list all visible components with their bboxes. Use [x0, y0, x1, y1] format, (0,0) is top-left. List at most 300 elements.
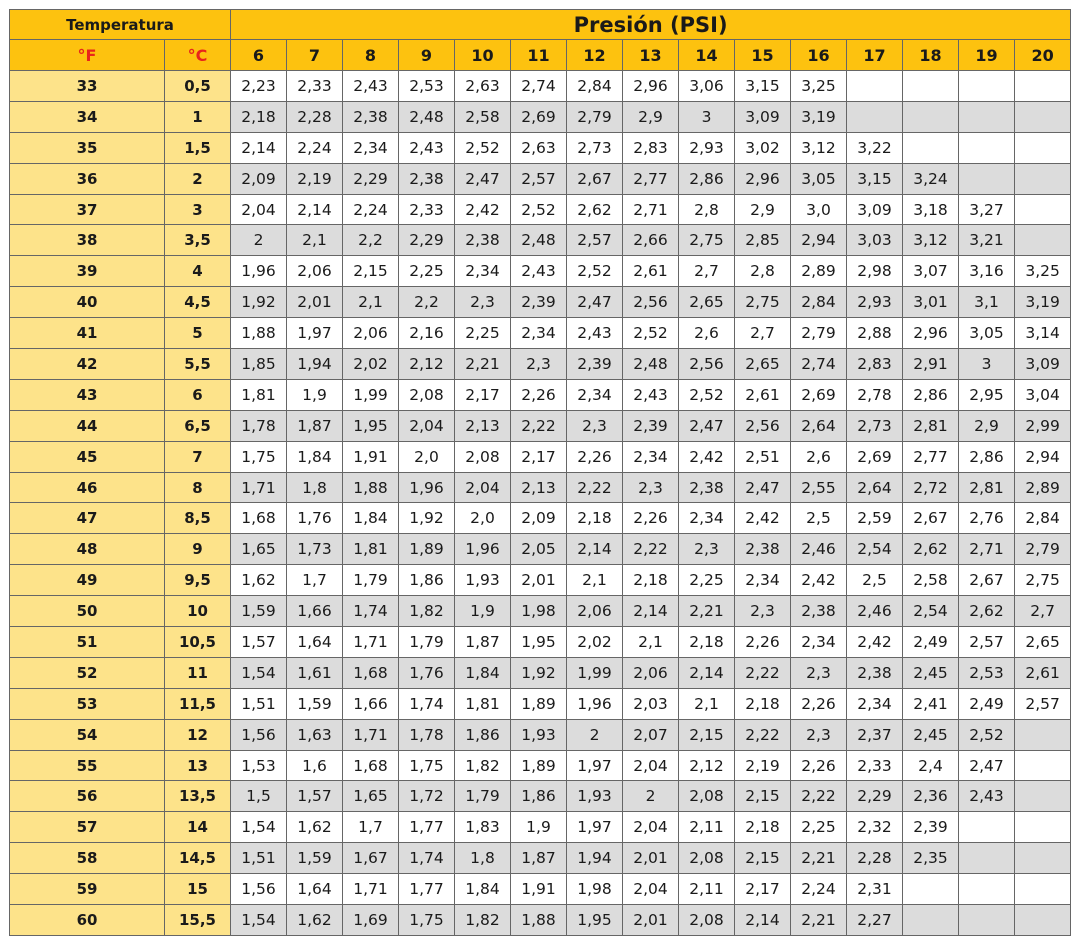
pressure-value-cell: 2,43	[959, 781, 1015, 812]
pressure-value-cell: 3,05	[791, 163, 847, 194]
fahrenheit-cell: 39	[10, 256, 165, 287]
pressure-column-header: 14	[679, 40, 735, 71]
pressure-value-cell: 1,83	[455, 812, 511, 843]
fahrenheit-cell: 44	[10, 410, 165, 441]
pressure-value-cell: 2,71	[623, 194, 679, 225]
pressure-value-cell: 2,19	[735, 750, 791, 781]
pressure-value-cell: 2,79	[1015, 534, 1071, 565]
pressure-value-cell	[1015, 905, 1071, 936]
fahrenheit-cell: 53	[10, 688, 165, 719]
pressure-value-cell: 2,07	[623, 719, 679, 750]
fahrenheit-cell: 60	[10, 905, 165, 936]
fahrenheit-cell: 55	[10, 750, 165, 781]
pressure-value-cell: 2,14	[567, 534, 623, 565]
pressure-value-cell	[1015, 71, 1071, 102]
table-row	[10, 719, 1071, 750]
column-header-row	[10, 40, 1071, 71]
pressure-value-cell: 2,34	[847, 688, 903, 719]
pressure-value-cell: 1,67	[343, 843, 399, 874]
pressure-value-cell: 1,94	[287, 349, 343, 380]
pressure-column-header: 7	[287, 40, 343, 71]
pressure-value-cell: 2,21	[791, 843, 847, 874]
pressure-value-cell: 1,56	[231, 719, 287, 750]
pressure-value-cell	[903, 71, 959, 102]
pressure-value-cell: 2,96	[735, 163, 791, 194]
celsius-cell: 2	[165, 163, 231, 194]
pressure-value-cell: 3,05	[959, 318, 1015, 349]
pressure-value-cell: 2,47	[735, 472, 791, 503]
pressure-value-cell: 1,64	[287, 627, 343, 658]
pressure-value-cell	[847, 101, 903, 132]
pressure-value-cell	[959, 812, 1015, 843]
pressure-value-cell: 2,69	[791, 379, 847, 410]
pressure-value-cell: 2,22	[735, 719, 791, 750]
pressure-value-cell: 2,48	[399, 101, 455, 132]
table-row	[10, 843, 1071, 874]
pressure-value-cell: 2,94	[1015, 441, 1071, 472]
pressure-value-cell: 1,95	[567, 905, 623, 936]
pressure-column-header: 9	[399, 40, 455, 71]
pressure-column-header: 15	[735, 40, 791, 71]
pressure-value-cell: 1,75	[231, 441, 287, 472]
pressure-value-cell: 2,25	[455, 318, 511, 349]
pressure-value-cell: 1,96	[231, 256, 287, 287]
pressure-value-cell: 1,97	[287, 318, 343, 349]
pressure-value-cell: 2,3	[791, 657, 847, 688]
pressure-value-cell: 2,21	[679, 596, 735, 627]
pressure-value-cell: 2,26	[567, 441, 623, 472]
table-row	[10, 657, 1071, 688]
pressure-value-cell: 1,75	[399, 750, 455, 781]
pressure-column-header: 10	[455, 40, 511, 71]
pressure-value-cell: 2,65	[735, 349, 791, 380]
pressure-value-cell: 2,48	[623, 349, 679, 380]
celsius-cell: 10	[165, 596, 231, 627]
pressure-value-cell: 2,34	[623, 441, 679, 472]
pressure-value-cell: 1,73	[287, 534, 343, 565]
pressure-value-cell: 2,61	[623, 256, 679, 287]
fahrenheit-cell: 57	[10, 812, 165, 843]
pressure-value-cell: 1,88	[511, 905, 567, 936]
pressure-value-cell: 2,84	[791, 287, 847, 318]
pressure-value-cell: 2,01	[623, 905, 679, 936]
pressure-value-cell	[959, 843, 1015, 874]
pressure-value-cell: 3,27	[959, 194, 1015, 225]
pressure-value-cell: 1,81	[455, 688, 511, 719]
pressure-value-cell: 2,45	[903, 657, 959, 688]
pressure-value-cell: 1,81	[231, 379, 287, 410]
pressure-value-cell: 2,98	[847, 256, 903, 287]
table-row	[10, 905, 1071, 936]
pressure-value-cell: 2,62	[959, 596, 1015, 627]
pressure-value-cell: 2,42	[735, 503, 791, 534]
pressure-value-cell: 1,84	[455, 657, 511, 688]
pressure-column-header: 19	[959, 40, 1015, 71]
pressure-value-cell	[1015, 812, 1071, 843]
pressure-value-cell: 1,74	[399, 843, 455, 874]
pressure-value-cell: 2,76	[959, 503, 1015, 534]
pressure-value-cell	[903, 905, 959, 936]
pressure-value-cell: 1,61	[287, 657, 343, 688]
pressure-value-cell: 2,52	[567, 256, 623, 287]
pressure-value-cell: 1,85	[231, 349, 287, 380]
pressure-value-cell: 2,14	[623, 596, 679, 627]
pressure-value-cell: 1,66	[343, 688, 399, 719]
pressure-value-cell: 2,47	[959, 750, 1015, 781]
pressure-value-cell: 2,77	[903, 441, 959, 472]
pressure-value-cell: 2,66	[623, 225, 679, 256]
pressure-value-cell: 2,33	[399, 194, 455, 225]
pressure-value-cell: 2,57	[567, 225, 623, 256]
pressure-value-cell	[1015, 101, 1071, 132]
pressure-value-cell: 1,68	[343, 657, 399, 688]
pressure-value-cell: 2,69	[511, 101, 567, 132]
table-row	[10, 565, 1071, 596]
pressure-value-cell: 1,84	[287, 441, 343, 472]
pressure-value-cell: 2,34	[735, 565, 791, 596]
celsius-cell: 15,5	[165, 905, 231, 936]
pressure-value-cell: 3,18	[903, 194, 959, 225]
fahrenheit-cell: 49	[10, 565, 165, 596]
celsius-cell: 13	[165, 750, 231, 781]
pressure-value-cell	[903, 874, 959, 905]
pressure-value-cell: 1,64	[287, 874, 343, 905]
pressure-value-cell: 3,09	[847, 194, 903, 225]
pressure-value-cell: 2,84	[1015, 503, 1071, 534]
pressure-value-cell: 1,92	[399, 503, 455, 534]
fahrenheit-cell: 56	[10, 781, 165, 812]
pressure-value-cell: 2,14	[679, 657, 735, 688]
pressure-value-cell: 2,18	[567, 503, 623, 534]
fahrenheit-cell: 40	[10, 287, 165, 318]
pressure-value-cell: 1,93	[511, 719, 567, 750]
pressure-value-cell: 1,8	[455, 843, 511, 874]
pressure-value-cell: 2,43	[623, 379, 679, 410]
pressure-value-cell: 2,7	[679, 256, 735, 287]
pressure-value-cell: 1,84	[455, 874, 511, 905]
pressure-value-cell: 2,75	[679, 225, 735, 256]
pressure-value-cell: 2,12	[679, 750, 735, 781]
pressure-value-cell: 1,75	[399, 905, 455, 936]
table-row	[10, 194, 1071, 225]
fahrenheit-cell: 34	[10, 101, 165, 132]
pressure-value-cell: 1,74	[343, 596, 399, 627]
pressure-value-cell	[1015, 750, 1071, 781]
pressure-value-cell: 2,67	[567, 163, 623, 194]
pressure-value-cell: 1,51	[231, 688, 287, 719]
pressure-value-cell: 2,6	[679, 318, 735, 349]
pressure-value-cell: 1,98	[567, 874, 623, 905]
celsius-cell: 14,5	[165, 843, 231, 874]
pressure-value-cell	[1015, 843, 1071, 874]
pressure-value-cell: 2,27	[847, 905, 903, 936]
pressure-value-cell	[959, 874, 1015, 905]
pressure-value-cell: 2,85	[735, 225, 791, 256]
pressure-value-cell: 2,14	[735, 905, 791, 936]
celsius-cell: 13,5	[165, 781, 231, 812]
pressure-value-cell: 2,6	[791, 441, 847, 472]
pressure-value-cell: 3	[959, 349, 1015, 380]
pressure-value-cell: 2,91	[903, 349, 959, 380]
pressure-value-cell: 2,67	[959, 565, 1015, 596]
pressure-value-cell: 2,02	[567, 627, 623, 658]
pressure-value-cell: 2,75	[1015, 565, 1071, 596]
pressure-value-cell: 1,9	[511, 812, 567, 843]
pressure-value-cell: 1,71	[343, 627, 399, 658]
pressure-value-cell: 3,01	[903, 287, 959, 318]
pressure-value-cell: 2,1	[623, 627, 679, 658]
pressure-value-cell: 1,5	[231, 781, 287, 812]
pressure-value-cell: 2,41	[903, 688, 959, 719]
pressure-value-cell: 1,99	[343, 379, 399, 410]
pressure-value-cell: 1,68	[343, 750, 399, 781]
table-row	[10, 256, 1071, 287]
celsius-cell: 6,5	[165, 410, 231, 441]
pressure-value-cell: 2,26	[791, 688, 847, 719]
pressure-value-cell: 2,01	[511, 565, 567, 596]
pressure-value-cell: 2,43	[343, 71, 399, 102]
pressure-value-cell: 1,95	[343, 410, 399, 441]
pressure-value-cell: 3,25	[1015, 256, 1071, 287]
pressure-value-cell: 1,54	[231, 905, 287, 936]
pressure-value-cell: 2,11	[679, 874, 735, 905]
pressure-value-cell	[1015, 163, 1071, 194]
pressure-value-cell: 2,17	[511, 441, 567, 472]
pressure-value-cell: 2,58	[903, 565, 959, 596]
pressure-value-cell: 2,8	[679, 194, 735, 225]
pressure-value-cell: 2,0	[455, 503, 511, 534]
celsius-cell: 15	[165, 874, 231, 905]
celsius-cell: 4	[165, 256, 231, 287]
pressure-value-cell: 1,89	[511, 750, 567, 781]
pressure-value-cell: 2,19	[287, 163, 343, 194]
pressure-value-cell: 1,79	[455, 781, 511, 812]
table-row	[10, 688, 1071, 719]
pressure-value-cell: 2,18	[735, 688, 791, 719]
pressure-value-cell: 2,89	[1015, 472, 1071, 503]
pressure-value-cell: 2,9	[623, 101, 679, 132]
pressure-value-cell: 2,56	[735, 410, 791, 441]
pressure-value-cell: 3,15	[735, 71, 791, 102]
table-row	[10, 750, 1071, 781]
pressure-value-cell: 2,12	[399, 349, 455, 380]
pressure-value-cell: 2,06	[343, 318, 399, 349]
pressure-value-cell: 2,28	[287, 101, 343, 132]
pressure-value-cell: 2,64	[847, 472, 903, 503]
pressure-value-cell: 2,59	[847, 503, 903, 534]
pressure-value-cell: 2,0	[399, 441, 455, 472]
fahrenheit-cell: 52	[10, 657, 165, 688]
pressure-value-cell: 2,43	[511, 256, 567, 287]
pressure-column-header: 12	[567, 40, 623, 71]
pressure-value-cell: 1,51	[231, 843, 287, 874]
fahrenheit-cell: 35	[10, 132, 165, 163]
pressure-value-cell: 2,3	[735, 596, 791, 627]
pressure-value-cell: 2,88	[847, 318, 903, 349]
pressure-value-cell	[959, 101, 1015, 132]
table-row	[10, 627, 1071, 658]
pressure-value-cell: 2	[623, 781, 679, 812]
pressure-value-cell: 2,63	[511, 132, 567, 163]
pressure-value-cell: 2,08	[455, 441, 511, 472]
pressure-value-cell: 1,92	[231, 287, 287, 318]
table-row	[10, 318, 1071, 349]
pressure-value-cell: 3,06	[679, 71, 735, 102]
pressure-value-cell: 1,62	[231, 565, 287, 596]
pressure-value-cell: 2,21	[455, 349, 511, 380]
fahrenheit-cell: 59	[10, 874, 165, 905]
pressure-value-cell	[1015, 194, 1071, 225]
pressure-value-cell: 2,28	[847, 843, 903, 874]
pressure-value-cell: 1,87	[511, 843, 567, 874]
pressure-value-cell: 1,82	[399, 596, 455, 627]
pressure-value-cell: 1,93	[567, 781, 623, 812]
pressure-value-cell: 3,24	[903, 163, 959, 194]
fahrenheit-header: °F	[10, 40, 165, 71]
pressure-value-cell: 2,2	[399, 287, 455, 318]
pressure-value-cell: 1,9	[287, 379, 343, 410]
pressure-value-cell: 2,04	[399, 410, 455, 441]
pressure-value-cell: 2	[231, 225, 287, 256]
celsius-cell: 7	[165, 441, 231, 472]
pressure-value-cell: 1,63	[287, 719, 343, 750]
pressure-value-cell: 2,63	[455, 71, 511, 102]
pressure-value-cell: 1,7	[343, 812, 399, 843]
pressure-value-cell: 1,62	[287, 812, 343, 843]
pressure-value-cell: 2,15	[343, 256, 399, 287]
pressure-value-cell: 2,14	[231, 132, 287, 163]
celsius-cell: 3,5	[165, 225, 231, 256]
pressure-value-cell: 1,91	[343, 441, 399, 472]
pressure-value-cell: 2,83	[623, 132, 679, 163]
pressure-value-cell: 2,02	[343, 349, 399, 380]
pressure-value-cell: 2,22	[735, 657, 791, 688]
pressure-value-cell: 2,93	[847, 287, 903, 318]
pressure-value-cell: 1,56	[231, 874, 287, 905]
pressure-value-cell: 2,4	[903, 750, 959, 781]
pressure-value-cell: 2,3	[455, 287, 511, 318]
table-body	[10, 71, 1071, 936]
pressure-value-cell: 3,07	[903, 256, 959, 287]
pressure-value-cell: 2,53	[399, 71, 455, 102]
celsius-cell: 5,5	[165, 349, 231, 380]
table-row	[10, 596, 1071, 627]
pressure-value-cell: 3,12	[791, 132, 847, 163]
pressure-value-cell: 2,52	[679, 379, 735, 410]
celsius-cell: 5	[165, 318, 231, 349]
pressure-value-cell: 2,64	[791, 410, 847, 441]
pressure-value-cell: 2,52	[623, 318, 679, 349]
pressure-value-cell: 2,95	[959, 379, 1015, 410]
pressure-value-cell: 2,04	[623, 874, 679, 905]
pressure-value-cell: 2,69	[847, 441, 903, 472]
pressure-value-cell: 2,5	[791, 503, 847, 534]
pressure-value-cell: 3	[679, 101, 735, 132]
table-row	[10, 71, 1071, 102]
pressure-value-cell: 2,24	[791, 874, 847, 905]
pressure-value-cell: 1,59	[231, 596, 287, 627]
pressure-value-cell: 1,57	[287, 781, 343, 812]
pressure-value-cell: 2,34	[343, 132, 399, 163]
pressure-value-cell: 2,15	[679, 719, 735, 750]
pressure-value-cell: 2,04	[455, 472, 511, 503]
pressure-value-cell: 1,86	[399, 565, 455, 596]
pressure-value-cell: 1,97	[567, 750, 623, 781]
pressure-value-cell	[903, 101, 959, 132]
table-row	[10, 874, 1071, 905]
pressure-value-cell: 2,86	[959, 441, 1015, 472]
celsius-cell: 1,5	[165, 132, 231, 163]
pressure-value-cell: 1,72	[399, 781, 455, 812]
pressure-value-cell: 1,59	[287, 843, 343, 874]
pressure-value-cell: 2,34	[567, 379, 623, 410]
pressure-value-cell: 2,67	[903, 503, 959, 534]
celsius-cell: 14	[165, 812, 231, 843]
pressure-value-cell: 2,04	[623, 812, 679, 843]
pressure-value-cell: 1,59	[287, 688, 343, 719]
celsius-cell: 6	[165, 379, 231, 410]
pressure-column-header: 17	[847, 40, 903, 71]
table-row	[10, 812, 1071, 843]
pressure-value-cell: 2,42	[679, 441, 735, 472]
pressure-value-cell: 2,62	[903, 534, 959, 565]
pressure-value-cell: 2,42	[455, 194, 511, 225]
pressure-value-cell: 2,53	[959, 657, 1015, 688]
pressure-value-cell: 2,43	[399, 132, 455, 163]
pressure-value-cell: 1,77	[399, 812, 455, 843]
pressure-value-cell: 2,65	[679, 287, 735, 318]
fahrenheit-cell: 36	[10, 163, 165, 194]
pressure-value-cell: 2,29	[847, 781, 903, 812]
pressure-value-cell: 2,04	[623, 750, 679, 781]
pressure-value-cell: 2,01	[623, 843, 679, 874]
celsius-cell: 9,5	[165, 565, 231, 596]
table-row	[10, 379, 1071, 410]
pressure-value-cell: 1,78	[231, 410, 287, 441]
pressure-value-cell: 2,79	[567, 101, 623, 132]
pressure-value-cell: 1,68	[231, 503, 287, 534]
table-row	[10, 101, 1071, 132]
pressure-value-cell: 1,71	[231, 472, 287, 503]
pressure-value-cell: 2,33	[847, 750, 903, 781]
pressure-value-cell: 1,79	[399, 627, 455, 658]
pressure-value-cell: 2,74	[511, 71, 567, 102]
pressure-value-cell: 2,39	[511, 287, 567, 318]
pressure-column-header: 16	[791, 40, 847, 71]
fahrenheit-cell: 51	[10, 627, 165, 658]
pressure-value-cell: 1,65	[231, 534, 287, 565]
pressure-value-cell: 2,36	[903, 781, 959, 812]
pressure-value-cell: 2,11	[679, 812, 735, 843]
pressure-value-cell: 2,46	[791, 534, 847, 565]
table-row	[10, 472, 1071, 503]
pressure-value-cell: 2,93	[679, 132, 735, 163]
pressure-value-cell: 2	[567, 719, 623, 750]
pressure-value-cell: 2,38	[679, 472, 735, 503]
table-row	[10, 225, 1071, 256]
pressure-value-cell: 1,81	[343, 534, 399, 565]
celsius-cell: 9	[165, 534, 231, 565]
pressure-value-cell: 2,13	[455, 410, 511, 441]
pressure-value-cell: 1,86	[511, 781, 567, 812]
pressure-value-cell: 2,13	[511, 472, 567, 503]
table-row	[10, 781, 1071, 812]
pressure-value-cell: 2,45	[903, 719, 959, 750]
pressure-value-cell: 1,87	[455, 627, 511, 658]
pressure-value-cell: 2,22	[567, 472, 623, 503]
pressure-column-header: 20	[1015, 40, 1071, 71]
pressure-value-cell	[1015, 719, 1071, 750]
